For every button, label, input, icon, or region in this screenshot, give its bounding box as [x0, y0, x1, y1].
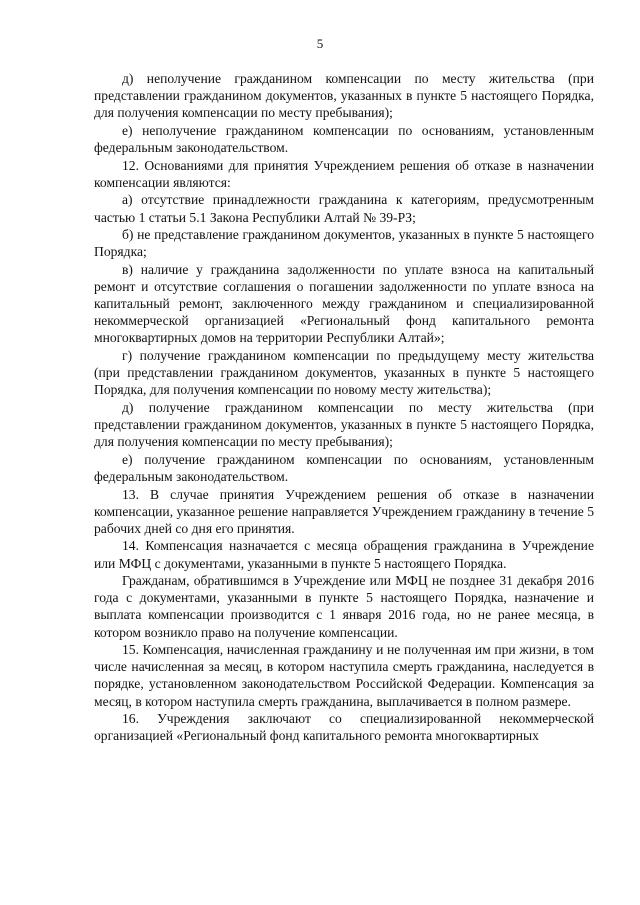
paragraph-15-inheritance: 15. Компенсация, начисленная гражданину и не полученная им при жизни, в том числе начисленная за месяц, в котором наступила смерть гражданина, наследуется в порядке, установленном законодательством Российской Федерации. Компенсация за месяц, в котором наступила смерть гражданина, выплачивается в полном размере.: [94, 642, 594, 709]
page-number: 5: [316, 36, 324, 51]
paragraph-12-refusal-grounds: 12. Основаниями для принятия Учреждением решения об отказе в назначении компенсации являются:: [94, 157, 594, 190]
paragraph-v-debt: в) наличие у гражданина задолженности по уплате взноса на капитальный ремонт и отсутствие соглашения о погашении задолженности по уплате взноса на капитальный ремонт, заключенного между гражданином и специализированной некоммерческой организацией «Региональный фонд капитального ремонта многоквартирных домов на территории Республики Алтай»;: [94, 262, 594, 346]
paragraph-b-no-documents: б) не представление гражданином документов, указанных в пункте 5 настоящего Порядка;: [94, 227, 594, 260]
paragraph-d-non-receipt: д) неполучение гражданином компенсации по месту жительства (при представлении гражданином документов, указанных в пункте 5 настоящего Порядка, для получения компенсации по месту пребывания);: [94, 71, 594, 121]
document-body: [94, 70, 594, 745]
paragraph-14-assignment: 14. Компенсация назначается с месяца обращения гражданина в Учреждение или МФЦ с документами, указанными в пункте 5 настоящего Порядка.: [94, 538, 594, 571]
paragraph-d-receipt: д) получение гражданином компенсации по месту жительства (при представлении гражданином документов, указанных в пункте 5 настоящего Порядка, для получения компенсации по месту пребывания);: [94, 399, 594, 450]
paragraph-g-previous-residence: г) получение гражданином компенсации по предыдущему месту жительства (при представлении гражданином документов, указанных в пункте 5 настоящего Порядка, для получения компенсации по новому месту жительства);: [94, 348, 594, 398]
paragraph-a-no-category: а) отсутствие принадлежности гражданина к категориям, предусмотренным частью 1 статьи 5.1 Закона Республики Алтай № 39-РЗ;: [94, 192, 594, 225]
paragraph-e-non-receipt: е) неполучение гражданином компенсации по основаниям, установленным федеральным законодательством.: [94, 122, 594, 155]
paragraph-14-transition: Гражданам, обратившимся в Учреждение или МФЦ не позднее 31 декабря 2016 года с документами, указанными в пункте 5 настоящего Порядка, назначение и выплата компенсации производится с 1 января 2016 года, но не ранее месяца, в котором возникло право на получение компенсации.: [94, 573, 594, 640]
paragraph-13-refusal-notice: 13. В случае принятия Учреждением решения об отказе в назначении компенсации, указанное решение направляется Учреждением гражданину в течение 5 рабочих дней со дня его принятия.: [94, 486, 594, 536]
paragraph-16-agreement: 16. Учреждения заключают со специализированной некоммерческой организацией «Региональный фонд капитального ремонта многоквартирных: [94, 711, 594, 744]
paragraph-e-receipt: е) получение гражданином компенсации по основаниям, установленным федеральным законодательством.: [94, 451, 594, 484]
